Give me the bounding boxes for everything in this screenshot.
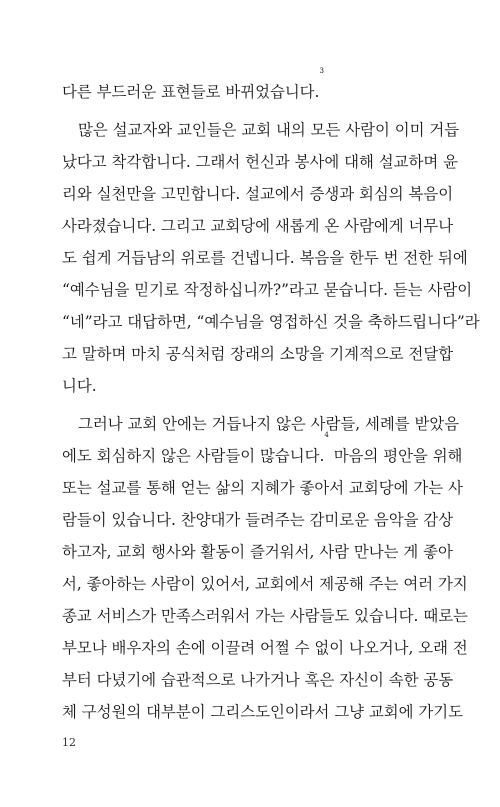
text-line: 부모나 배우자의 손에 이끌려 어쩔 수 없이 나오거나, 오래 전	[62, 639, 468, 657]
text-line: 또는 설교를 통해 얻는 삶의 지혜가 좋아서 교회당에 가는 사	[62, 479, 463, 497]
text-line: 서, 좋아하는 사람이 있어서, 교회에서 제공해 주는 여러 가지	[62, 575, 468, 593]
page-number: 12	[62, 736, 76, 749]
text-line: 람들이 있습니다. 찬양대가 들려주는 감미로운 음악을 감상	[62, 511, 454, 529]
body-text	[62, 67, 480, 728]
line-text: 다른 부드러운 표현들로 바뀌었습니다.	[62, 83, 320, 101]
text-line: 도 쉽게 거듭남의 위로를 건넵니다. 복음을 한두 번 전한 뒤에	[62, 249, 468, 267]
text-line: 그러나 교회 안에는 거듭나지 않은 사람들, 세례를 받았음	[78, 415, 460, 433]
line-text: 마음의 평안을 위해	[328, 447, 463, 465]
line-text: 에도 회심하지 않은 사람들이 많습니다.	[62, 447, 325, 465]
text-line: 하고자, 교회 행사와 활동이 즐거워서, 사람 만나는 게 좋아	[62, 543, 453, 561]
text-line: 니다.	[62, 377, 97, 395]
text-line: 났다고 착각합니다. 그래서 헌신과 봉사에 대해 설교하며 윤	[62, 153, 458, 171]
text-line	[62, 431, 463, 472]
footnote-marker[interactable]: 4	[324, 431, 329, 439]
footnote-marker[interactable]: 3	[319, 67, 324, 75]
text-line: “예수님을 믿기로 작정하십니까?”라고 묻습니다. 듣는 사람이	[62, 281, 473, 299]
text-line	[62, 67, 446, 108]
text-line: 부터 다녔기에 습관적으로 나가거나 혹은 자신이 속한 공동	[62, 671, 454, 689]
text-line: 사라졌습니다. 그리고 교회당에 새롭게 온 사람에게 너무나	[62, 217, 454, 235]
text-line: 고 말하며 마치 공식처럼 장래의 소망을 기계적으로 전달합	[62, 345, 454, 363]
text-line: “네”라고 대답하면, “예수님을 영접하신 것을 축하드립니다”라	[62, 313, 480, 331]
text-line: 체 구성원의 대부분이 그리스도인이라서 그냥 교회에 가기도	[62, 703, 464, 721]
text-line: 많은 설교자와 교인들은 교회 내의 모든 사람이 이미 거듭	[78, 121, 460, 139]
text-line: 리와 실천만을 고민합니다. 설교에서 증생과 회심의 복음이	[62, 185, 454, 203]
text-line: 종교 서비스가 만족스러워서 가는 사람들도 있습니다. 때로는	[62, 607, 468, 625]
